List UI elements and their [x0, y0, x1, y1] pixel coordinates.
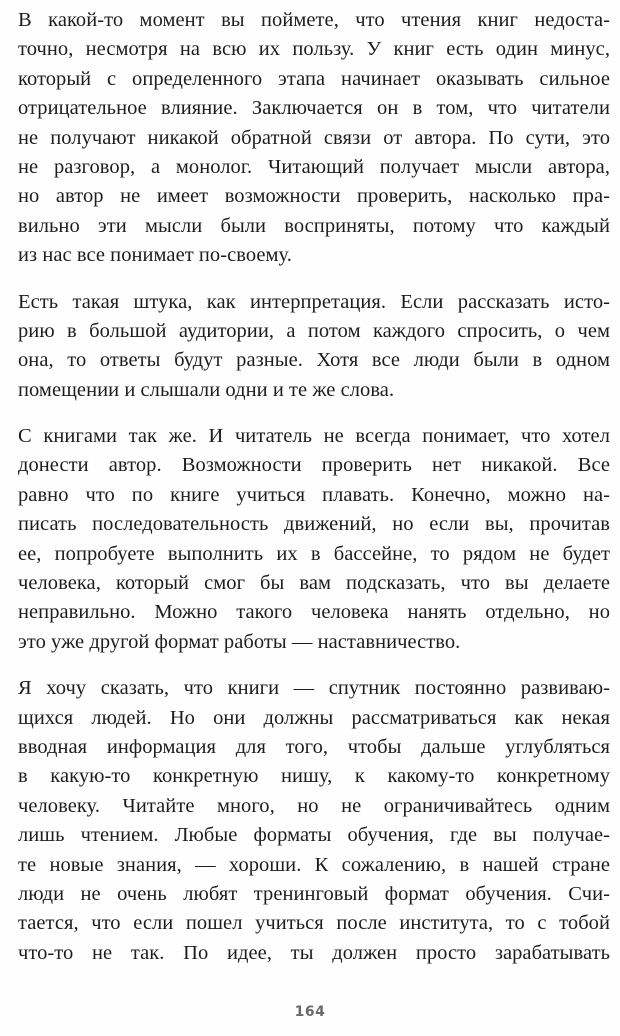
text-line: вводная информация для того, чтобы дальше углубляться [18, 735, 610, 758]
text-line: равно что по книге учиться плавать. Конечно, можно на- [18, 483, 610, 506]
text-line: из нас все понимает по-своему. [18, 244, 292, 267]
text-line: который с определенного этапа начинает оказывать сильное [18, 67, 610, 90]
paragraph-1 [18, 6, 610, 271]
text-line: лишь чтением. Любые форматы обучения, где вы получае- [18, 824, 610, 847]
text-line: не разговор, а монолог. Читающий получает мысли автора, [18, 155, 610, 178]
body-text [18, 6, 610, 985]
text-line: рию в большой аудитории, а потом каждого спросить, о чем [18, 319, 610, 342]
text-line: люди не очень любят тренинговый формат обучения. Счи- [18, 882, 610, 905]
text-line: те новые знания, — хороши. К сожалению, в нашей стране [18, 853, 610, 876]
text-line: что-то не так. По идее, ты должен просто зарабатывать [18, 941, 610, 964]
text-line: писать последовательность движений, но если вы, прочитав [18, 513, 610, 536]
paragraph-4 [18, 674, 610, 968]
text-line: отрицательное влияние. Заключается он в том, что читатели [18, 97, 610, 120]
page-number: 164 [294, 1004, 326, 1020]
text-line: В какой-то момент вы поймете, что чтения книг недоста- [18, 9, 610, 31]
text-line: но автор не имеет возможности проверить, насколько пра- [18, 185, 610, 208]
paragraph-3 [18, 422, 610, 657]
text-line: щихся людей. Но они должны рассматриваться как некая [18, 706, 610, 729]
text-line: в какую-то конкретную нишу, к какому-то конкретному [18, 765, 610, 788]
text-line: человека, который смог бы вам подсказать, что вы делаете [18, 572, 610, 595]
text-line: Я хочу сказать, что книги — спутник постоянно развиваю- [18, 677, 610, 700]
text-line: тается, что если пошел учиться после института, то с тобой [18, 912, 610, 935]
text-line: человеку. Читайте много, но не ограничивайтесь одним [18, 794, 610, 817]
text-line: С книгами так же. И читатель не всегда понимает, что хотел [18, 425, 610, 448]
text-line: ее, попробуете выполнить их в бассейне, то рядом не будет [18, 542, 610, 565]
text-line: она, то ответы будут разные. Хотя все люди были в одном [18, 349, 610, 372]
paragraph-2 [18, 288, 610, 406]
text-line: точно, несмотря на всю их пользу. У книг есть один минус, [18, 38, 610, 61]
text-line: не получают никакой обратной связи от автора. По сути, это [18, 126, 610, 149]
text-line: вильно эти мысли были восприняты, потому что каждый [18, 214, 610, 237]
text-line: донести автор. Возможности проверить нет никакой. Все [18, 454, 610, 477]
text-line: помещении и слышали одни и те же слова. [18, 378, 395, 401]
text-line: Есть такая штука, как интерпретация. Если рассказать исто- [18, 290, 610, 313]
text-line: это уже другой формат работы — наставничество. [18, 630, 461, 653]
text-line: неправильно. Можно такого человека нанять отдельно, но [18, 601, 610, 624]
